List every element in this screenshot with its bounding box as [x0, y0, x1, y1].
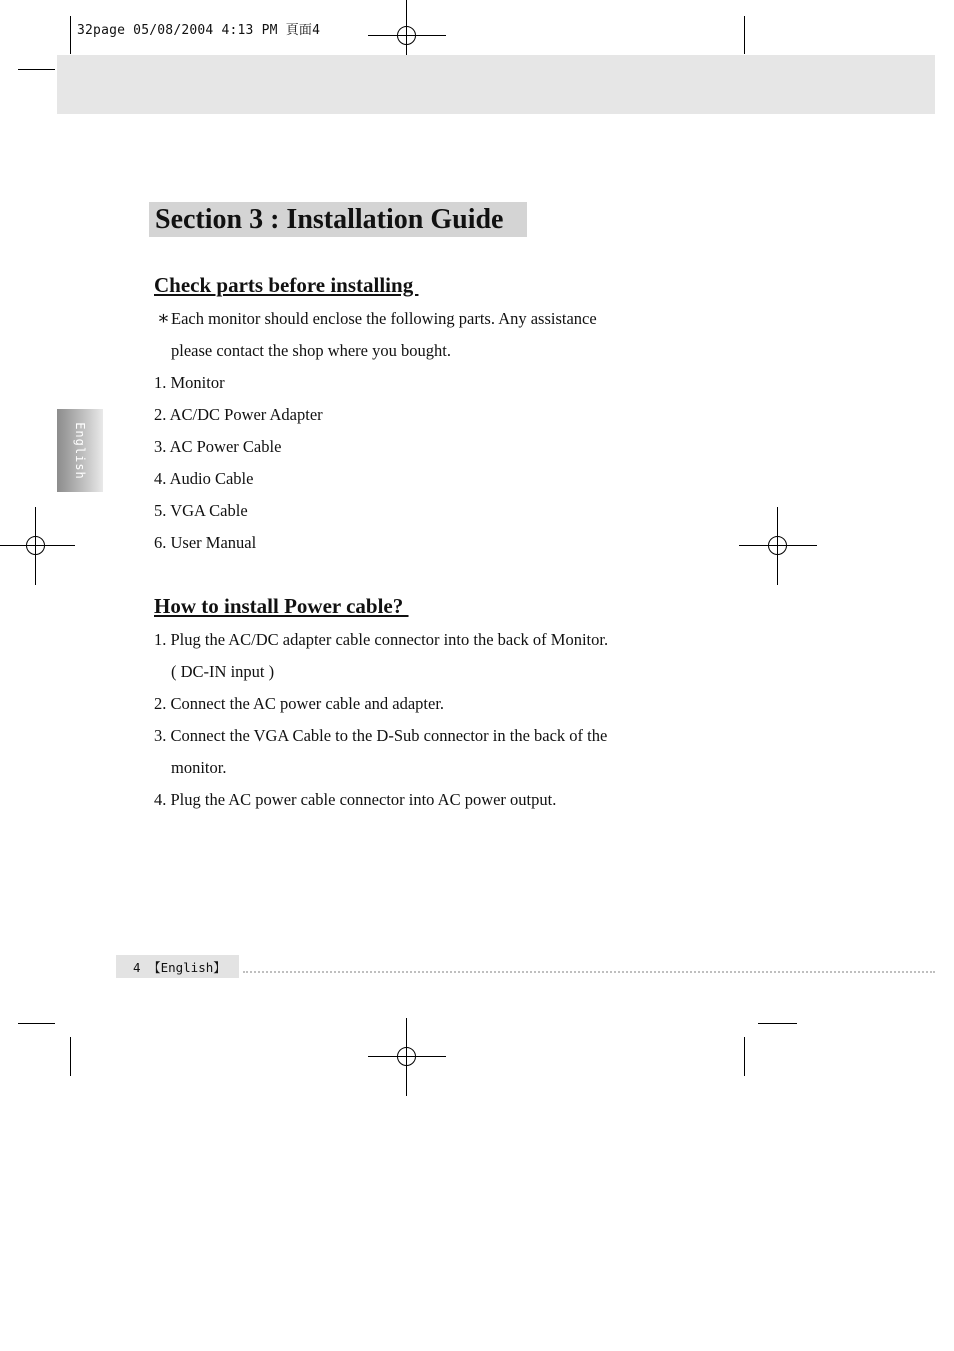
parts-list-item: 5. VGA Cable [154, 501, 248, 520]
crop-mark [18, 69, 55, 70]
crop-mark [70, 1037, 71, 1076]
note-line-2: please contact the shop where you bought. [171, 341, 451, 360]
footer-language-label: 【English】 [148, 960, 226, 975]
install-step-continuation: ( DC-IN input ) [171, 662, 275, 681]
registration-mark-bottom [368, 1018, 446, 1096]
power-cable-heading: How to install Power cable? [154, 594, 409, 618]
crop-mark [70, 16, 71, 54]
side-tab-label: English [73, 421, 87, 480]
crop-mark [744, 16, 745, 54]
page-footer [116, 955, 239, 978]
note-line-1: Each monitor should enclose the following parts. Any assistance [171, 309, 597, 328]
install-step: 4. Plug the AC power cable connector into AC power output. [154, 790, 557, 809]
section-title: Section 3 : Installation Guide [149, 202, 527, 237]
parts-list-item: 3. AC Power Cable [154, 437, 282, 456]
header-band [57, 55, 935, 114]
parts-list-item: 6. User Manual [154, 533, 257, 552]
install-step-continuation: monitor. [171, 758, 227, 777]
crop-mark [18, 1023, 55, 1024]
page-number: 4 [133, 960, 141, 975]
install-step: 3. Connect the VGA Cable to the D-Sub connector in the back of the [154, 726, 608, 745]
language-side-tab [57, 409, 103, 492]
footer-dotted-rule [243, 971, 935, 973]
note-mark: ∗ [157, 308, 170, 329]
registration-mark-left [0, 507, 75, 585]
check-parts-heading: Check parts before installing [154, 273, 419, 297]
parts-list-item: 2. AC/DC Power Adapter [154, 405, 323, 424]
print-slug: 32page 05/08/2004 4:13 PM 頁面4 [77, 23, 321, 38]
parts-list-item: 1. Monitor [154, 373, 225, 392]
parts-list-item: 4. Audio Cable [154, 469, 254, 488]
registration-mark-right [739, 507, 817, 585]
crop-mark [758, 1023, 797, 1024]
footer-text [133, 958, 226, 976]
install-step: 1. Plug the AC/DC adapter cable connector into the back of Monitor. [154, 630, 609, 649]
crop-mark [744, 1037, 745, 1076]
install-step: 2. Connect the AC power cable and adapter. [154, 694, 445, 713]
